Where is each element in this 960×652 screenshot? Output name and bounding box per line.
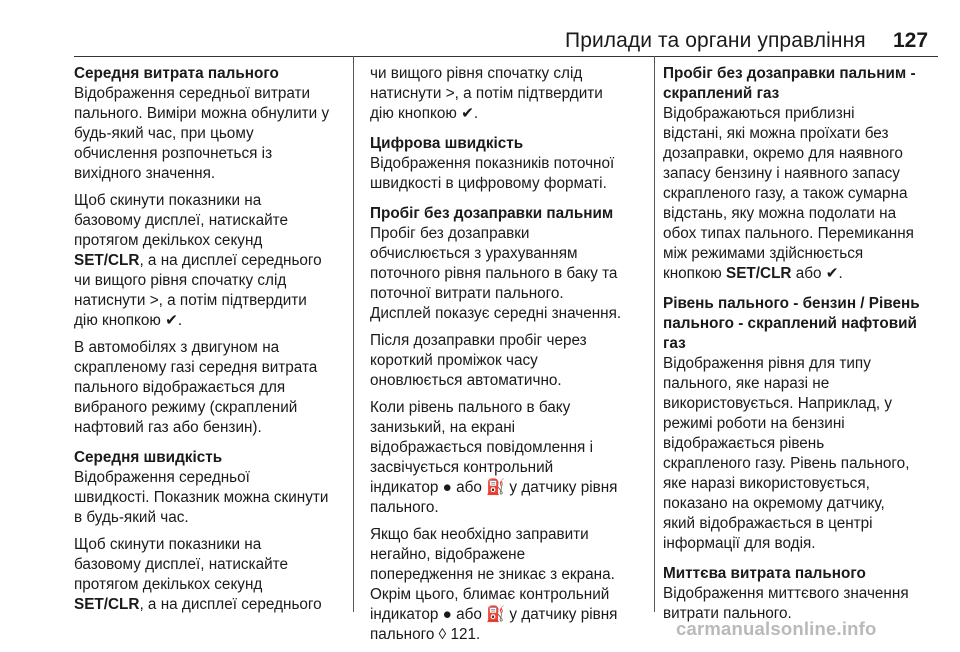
text-line: відображається повідомлення і: [370, 439, 593, 456]
button-label-text: SET/CLR: [74, 252, 140, 269]
body-paragraph: [74, 84, 329, 184]
text-line: Коли рівень пального в баку: [370, 399, 571, 416]
text-line: обчислюється з урахуванням: [370, 245, 578, 262]
text-line: негайно, відображене: [370, 546, 526, 563]
text-line: протягом декількох секунд: [74, 232, 263, 249]
text-line: Відображаються приблизні: [663, 105, 855, 122]
text-line: кнопкою SET/CLR або ✔.: [663, 265, 843, 282]
text-line: газ: [663, 335, 686, 352]
text-line: пального.: [370, 499, 439, 516]
text-line: Пробіг без дозаправки: [370, 225, 530, 242]
text-line: відображається рівень: [663, 435, 825, 452]
text-line: Якщо бак необхідно заправити: [370, 526, 589, 543]
column-divider-2: [654, 56, 655, 612]
text-line: швидкості. Показник можна скинути: [74, 489, 329, 506]
text-line: пального відображається для: [74, 379, 286, 396]
text-line: Рівень пального - бензин / Рівень: [663, 295, 920, 312]
body-paragraph: [370, 525, 621, 645]
text-line: обчислення розпочнеться із: [74, 145, 273, 162]
text-line: поточного рівня пального в баку та: [370, 265, 618, 282]
text-line: Відображення середньої: [74, 469, 250, 486]
text-line: SET/CLR, а на дисплеї середнього: [74, 252, 322, 269]
text-line: показано на окремому датчику,: [663, 495, 885, 512]
text-line: який відображається в центрі: [663, 515, 873, 532]
text-line: скрапленому газі середня витрата: [74, 359, 318, 376]
text-line: Середня швидкість: [74, 449, 223, 466]
text-line: чи вищого рівня спочатку слід: [370, 65, 583, 82]
text-line: попередження не зникає з екрана.: [370, 566, 615, 583]
text-line: вихідного значення.: [74, 165, 216, 182]
text-line: індикатор ● або ⛽ у датчику рівня: [370, 479, 618, 496]
text-line: скраплений газ: [663, 85, 780, 102]
text-column-3: [663, 64, 920, 631]
text-line: поточної витрати пального.: [370, 285, 564, 302]
page-number: 127: [893, 29, 929, 52]
text-line: занизький, на екрані: [370, 419, 516, 436]
text-line: в будь-який час.: [74, 509, 189, 526]
body-paragraph: [370, 398, 621, 518]
text-line: Середня витрата пального: [74, 65, 279, 82]
text-line: Окрім цього, блимає контрольний: [370, 586, 610, 603]
text-line: Відображення рівня для типу: [663, 355, 871, 372]
text-line: дію кнопкою ✔.: [370, 105, 479, 122]
text-line: SET/CLR, а на дисплеї середнього: [74, 596, 322, 613]
body-paragraph: [370, 154, 621, 194]
text-line: скрапленого газу. Рівень пального,: [663, 455, 910, 472]
button-label-text: SET/CLR: [74, 596, 140, 613]
text-line: протягом декількох секунд: [74, 576, 263, 593]
text-line: скрапленого газу, а також сумарна: [663, 185, 908, 202]
section-heading: [370, 134, 621, 154]
text-line: Щоб скинути показники на: [74, 192, 262, 209]
text-line: натиснути >, а потім підтвердити: [74, 292, 307, 309]
text-line: оновлюється автоматично.: [370, 372, 562, 389]
button-label-text: SET/CLR: [726, 265, 792, 282]
text-line: натиснути >, а потім підтвердити: [370, 85, 603, 102]
text-line: індикатор ● або ⛽ у датчику рівня: [370, 606, 618, 623]
watermark: carmanualsonline.info: [676, 618, 877, 639]
text-line: інформації для водія.: [663, 535, 816, 552]
header-rule: [74, 56, 938, 57]
text-line: між режимами здійснюється: [663, 245, 864, 262]
body-paragraph: [370, 64, 621, 124]
text-line: яке наразі використовується,: [663, 475, 870, 492]
text-line: запасу бензину і наявного запасу: [663, 165, 900, 182]
text-line: нафтовий газ або бензин).: [74, 419, 262, 436]
text-line: режимі роботи на бензині: [663, 415, 845, 432]
section-heading: [663, 564, 920, 584]
text-line: В автомобілях з двигуном на: [74, 339, 280, 356]
text-line: засвічується контрольний: [370, 459, 554, 476]
text-column-1: [74, 64, 329, 622]
section-heading: [663, 294, 920, 354]
text-line: Щоб скинути показники на: [74, 536, 262, 553]
text-line: Цифрова швидкість: [370, 135, 524, 152]
text-line: будь-який час, при цьому: [74, 125, 254, 142]
text-line: короткий проміжок часу: [370, 352, 538, 369]
text-line: чи вищого рівня спочатку слід: [74, 272, 287, 289]
text-line: Відображення миттєвого значення: [663, 585, 909, 602]
body-paragraph: [74, 191, 329, 331]
text-line: пального - скраплений нафтовий: [663, 315, 917, 332]
text-line: швидкості в цифровому форматі.: [370, 175, 607, 192]
section-heading: [74, 64, 329, 84]
text-line: відстань, яку можна подолати на: [663, 205, 897, 222]
text-line: Дисплей показує середні значення.: [370, 305, 622, 322]
text-line: базовому дисплеї, натискайте: [74, 212, 288, 229]
body-paragraph: [74, 535, 329, 615]
section-heading: [74, 448, 329, 468]
text-line: Пробіг без дозаправки пальним: [370, 205, 614, 222]
text-line: витрати пального.: [663, 605, 792, 622]
text-column-2: [370, 64, 621, 652]
body-paragraph: [370, 331, 621, 391]
text-line: Миттєва витрата пального: [663, 565, 866, 582]
text-line: обох типах пального. Перемикання: [663, 225, 914, 242]
page-header-title: Прилади та органи управління: [565, 29, 866, 52]
body-paragraph: [74, 468, 329, 528]
body-paragraph: [74, 338, 329, 438]
text-line: дозаправки, окремо для наявного: [663, 145, 903, 162]
body-paragraph: [370, 224, 621, 324]
text-line: дію кнопкою ✔.: [74, 312, 183, 329]
text-line: Пробіг без дозаправки пальним -: [663, 65, 916, 82]
text-line: вибраного режиму (скраплений: [74, 399, 298, 416]
section-heading: [370, 204, 621, 224]
body-paragraph: [663, 104, 920, 284]
section-heading: [663, 64, 920, 104]
column-divider-1: [353, 56, 354, 612]
text-line: Відображення показників поточної: [370, 155, 615, 172]
text-line: відстані, які можна проїхати без: [663, 125, 889, 142]
text-line: Відображення середньої витрати: [74, 85, 311, 102]
text-line: пального, яке наразі не: [663, 375, 830, 392]
text-line: Після дозаправки пробіг через: [370, 332, 587, 349]
text-line: пального. Виміри можна обнулити у: [74, 105, 330, 122]
text-line: пального ◊ 121.: [370, 626, 481, 643]
body-paragraph: [663, 354, 920, 554]
text-line: використовується. Наприклад, у: [663, 395, 892, 412]
text-line: базовому дисплеї, натискайте: [74, 556, 288, 573]
